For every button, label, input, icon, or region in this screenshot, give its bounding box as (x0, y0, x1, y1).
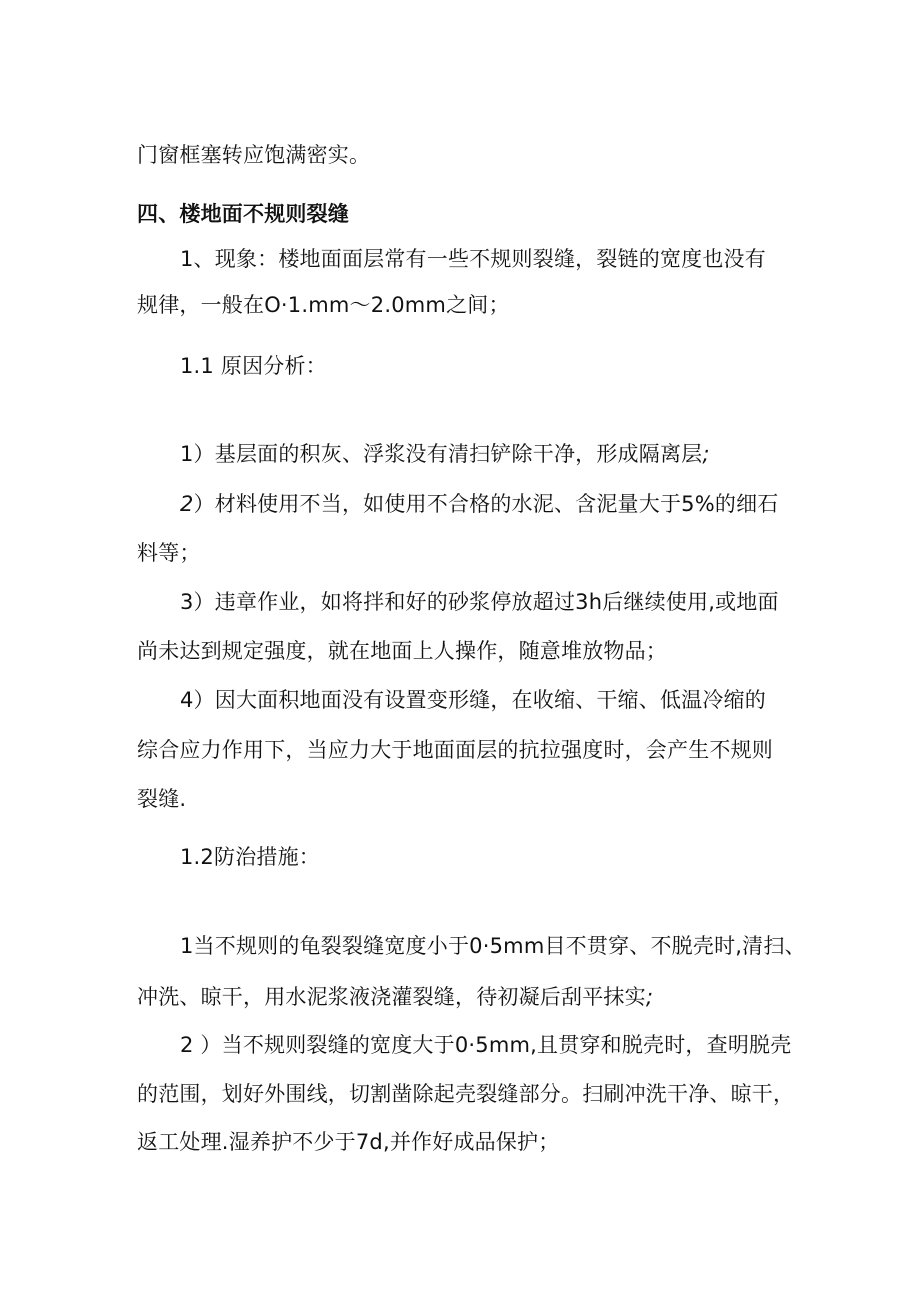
list-item (180, 440, 710, 468)
list-number: 2 (180, 492, 194, 516)
section-heading: 四、楼地面不规则裂缝 (137, 202, 349, 226)
list-item (180, 490, 778, 518)
paragraph-line: 规律，一般在O·1.mm～2.0mm之间； (137, 293, 510, 317)
list-item-text: ）材料使用不当，如使用不合格的水泥、含泥量大于5%的细石 (193, 492, 779, 516)
paragraph-line: 1、现象：楼地面面层常有一些不规则裂缝，裂链的宽度也没有 (180, 247, 766, 271)
paragraph-line: 尚未达到规定强度，就在地面上人操作，随意堆放物品； (137, 639, 667, 663)
paragraph-line: 料等； (137, 541, 201, 565)
list-item: 4）因大面积地面没有设置变形缝，在收缩、干缩、低温冷缩的 (180, 688, 766, 712)
subheading: 1.2防治措施： (180, 845, 320, 869)
paragraph-line: 的范围，划好外围线，切割凿除起壳裂缝部分。扫刷冲洗干净、晾干， (137, 1082, 795, 1106)
list-item: 2 ）当不规则裂缝的宽度大于0·5mm,且贯穿和脱壳时，查明脱壳 (180, 1033, 792, 1057)
list-item-text: 冲洗、晾干，用水泥浆液浇灌裂缝，待初凝后刮平抹实 (137, 985, 646, 1009)
paragraph-line: 门窗框塞转应饱满密实。 (137, 143, 371, 167)
list-item: 3）违章作业，如将拌和好的砂浆停放超过3h后继续使用,或地面 (180, 590, 779, 614)
paragraph-line: 裂缝. (137, 787, 187, 811)
semicolon-mark: ; (645, 985, 654, 1009)
semicolon-mark: ; (702, 442, 710, 466)
paragraph-line: 返工处理.湿养护不少于7d,并作好成品保护； (137, 1130, 560, 1154)
paragraph-line (137, 983, 653, 1011)
list-item-text: 1）基层面的积灰、浮浆没有清扫铲除干净，形成隔离层 (180, 442, 703, 466)
list-item: 1当不规则的龟裂裂缝宽度小于0·5mm目不贯穿、不脱壳时,清扫、 (180, 934, 806, 958)
paragraph-line: 综合应力作用下，当应力大于地面面层的抗拉强度时，会产生不规则 (137, 738, 773, 762)
subheading: 1.1 原因分析： (180, 354, 327, 378)
